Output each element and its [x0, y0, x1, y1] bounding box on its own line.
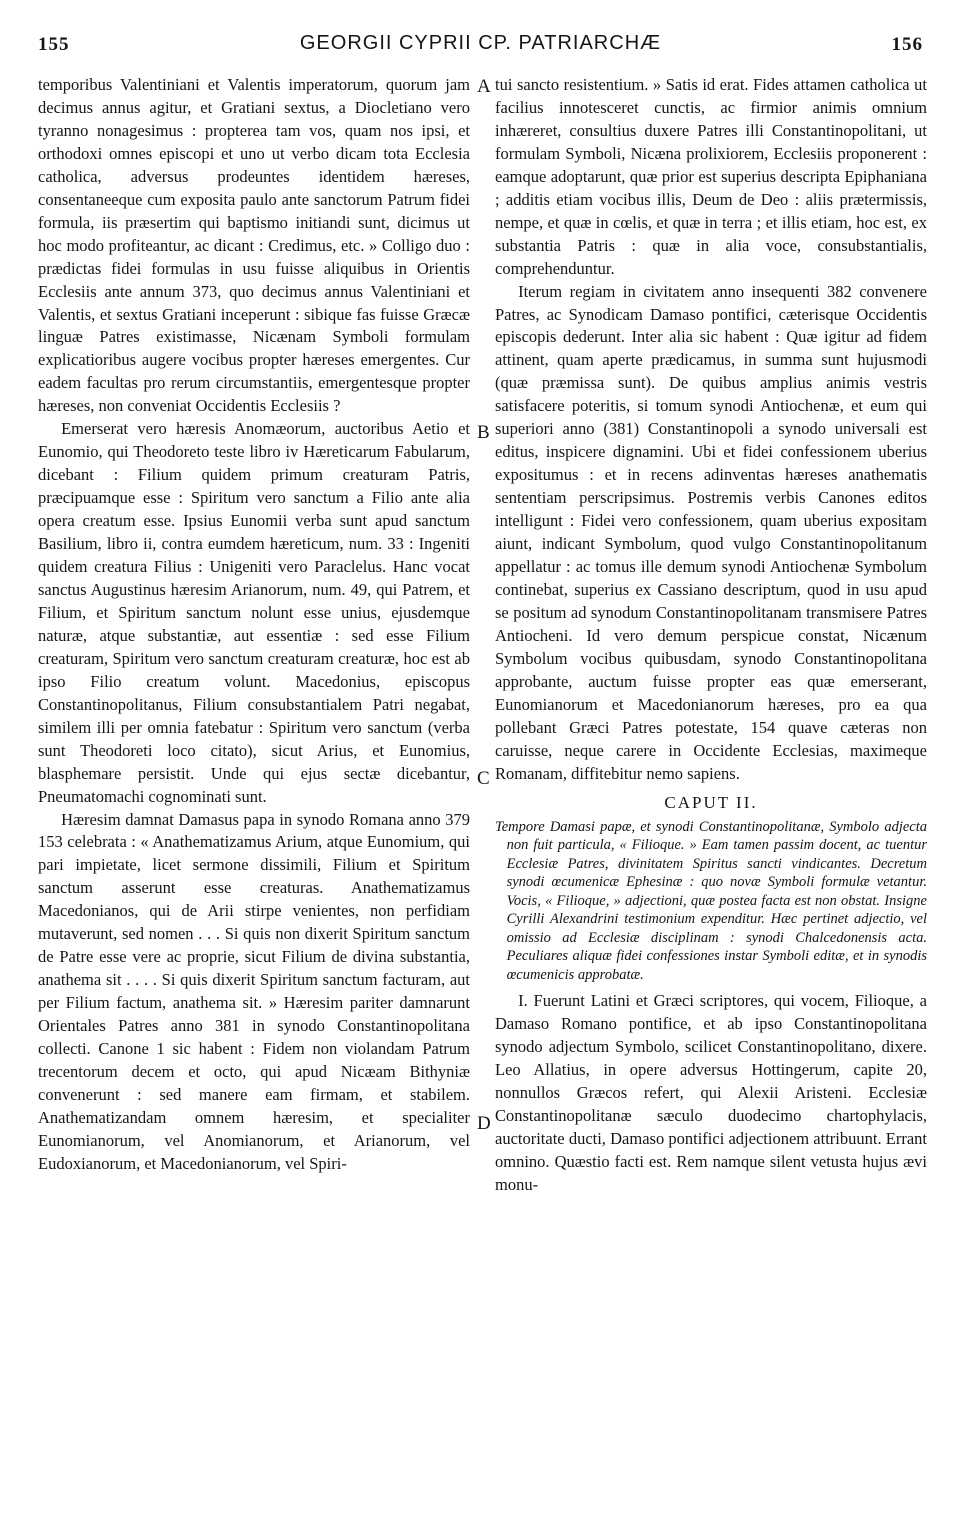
running-title: GEORGII CYPRII CP. PATRIARCHÆ — [299, 32, 662, 54]
right-paragraph-1: tui sancto resistentium. » Satis id erat. Fides attamen catholica ut facilius innotesceret cunctis, ac firmior animis omnium inhæreret, consultius duxere Patres illi Constantinopolitani, ut formulam Symboli, Nicæna prolixiorem, Ecclesiis proponerent : eamque adoptarunt, quæ prior est superius descripta Epiphaniana ; additis etiam vocibus illis, Deum de Deo : aliis prætermissis, nempe, et quæ in cœlis, et quæ in terra ; et illis etiam, hoc est, ex substantia Patris : quæ in alia voce, consubstantialis, comprehenduntur. — [495, 75, 927, 278]
left-column — [38, 74, 470, 1176]
chapter-summary — [495, 818, 927, 985]
right-column — [495, 74, 927, 1197]
page-number-left: 155 — [38, 34, 70, 55]
left-paragraph-3: Hæresim damnat Damasus papa in synodo Romana anno 379 153 celebrata : « Anathematizamus Arium, atque Eunomium, qui pari impietate, licet sermone dissimili, Filium et Spiritum sanctum asserunt esse creaturas. Anathematizamus Macedonianos, qui de Arii stirpe venientes, non perfidiam mutaverunt, sed nomen . . . Si quis non dixerit Spiritum sanctum de Patre esse vere ac proprie, sicut Filium de divina substantia, anathema sit . . . . Si quis dixerit Spiritum sanctum facturam, aut per Filium factum, anathema sit. » Hæresim pariter damnarunt Orientales Patres anno 381 in synodo Constantinopolitana collecti. Canone 1 sic habent : Fidem non violandam Patrum trecentorum decem et octo, qui apud Nicæam Bithyniæ convenerunt : sed manere eam firmam, et stabilem. Anathematizandam omnem hæresim, et specialiter Eunomianorum, vel Anomianorum, et Arianorum, vel Eudoxianorum, et Macedonianorum, vel Spiri- — [38, 809, 470, 1173]
page-number-right: 156 — [891, 34, 923, 55]
margin-marker-b: B — [477, 422, 490, 443]
right-paragraph-3: I. Fuerunt Latini et Græci scriptores, qui vocem, Filioque, a Damaso Romano pontifice, et ab ipso Constantinopolitana synodo adjectum Symbolo, scilicet Constantinopolitano, dixere. Leo Allatius, in opere adversus Hottingerum, capite 20, nonnullos Græcos refert, qui Alexii Aristeni. Ecclesiæ Constantinopolitanæ sæculo duodecimo chartophylacis, auctoritate ducti, Damaso pontifici adjectionem attribuunt. Errant omnino. Quæstio facti est. Rem namque silent vetusta hujus ævi monu- — [495, 991, 927, 1194]
left-paragraph-2: Emerserat vero hæresis Anomæorum, auctoribus Aetio et Eunomio, qui Theodoreto teste libro iv Hæreticarum Fabularum, dicebant : Filium quidem primum creaturam Patris, præcipuamque esse : Spiritum vero sanctum a Filio ante alia opera creatum esse. Ipsius Eunomii verba sunt apud sanctum Basilium, libro ii, contra eumdem hæreticum, num. 33 : Ingeniti quidem creatura Filius : Unigeniti vero Paraclelus. Hanc vocat sanctus Augustinus hæresim Arianorum, num. 49, qui Patrem, et Filium, et Spiritum sanctum nolunt esse unius, ejusdemque naturæ, atque substantiæ, aut essentiæ : sed esse Filium creaturam, Spiritum vero sanctum creaturam creaturæ, hoc est ab ipso Filio creatum volunt. Macedonius, episcopus Constantinopolitanus, Filium consubstantialem Patri negabat, similem illi per omnia fatebatur : Spiritum vero sanctum (verba sunt Theodoreti loco citato), sicut Arius, et Eunomius, blasphemare persistit. Unde qui ejus sectæ dicebantur, Pneumatomachi cognominati sunt. — [38, 419, 470, 806]
margin-marker-d: D — [477, 1113, 491, 1134]
right-paragraph-2: Iterum regiam in civitatem anno insequenti 382 convenere Patres, ac Synodicam Damaso pontifici, cæterisque Occidentis episcopis dederunt. Inter alia sic habent : Quæ igitur ad fidem attinent, quam aperte prædicamus, in summa sunt hujusmodi (quæ præmissa sunt). De quibus amplius animis vestris satisfacere poteritis, si tomum synodi Antiochenæ, et eum qui superiori anno (381) Constantinopoli a synodo universali est editus, inspicere dignamini. Ubi et fidei confessionem uberius expositumus : et in recens adinventas hæreses anathematis sententiam perscripsimus. Postremis verbis Canones editos intelligunt : Fidei vero confessionem, quam uberius expositam aiunt, indicant Symbolum, quod vulgo Constantinopolitanum appellatur : ac tomus ille demum synodi Antiochenæ Symbolum continebat, superius ex Cassiano descriptum, quod in usu apud se positum ad synodum Constantinopolitanam transmisere Patres Antiocheni. Id vero demum perspicue constat, Nicænum Symbolum vocibus quibusdam, synodo Constantinopolitana approbante, auctum fuisse propter eas quæ emerserant, Eunomianorum et Macedonianorum hæreses, pro ea qua pollebant Græci Patres potestate, 154 quave cæteras non caruisse, neque carere in Occidente Ecclesias, maximeque Romanam, diffitebitur nemo sapiens. — [495, 281, 927, 783]
chapter-heading: CAPUT II. — [664, 792, 758, 812]
margin-marker-c: C — [477, 768, 490, 789]
left-paragraph-1: temporibus Valentiniani et Valentis imperatorum, quorum jam decimus annus agitur, et Gratiani sextus, a Diocletiano vero tyranno nonagesimus : proptereа tam vos, quam nos ipsi, et orthodoxi omnes episcopi et uno ut verbo dicam tota Ecclesia catholica, adversus prodeuntes identidem hæreses, consentaneeque cum exposita paulo ante sanctorum Patrum fidei formula, iis præsertim qui baptismo initiandi sunt, dicimus ut hoc modo profiteantur, ac dicant : Credimus, etc. » Colligo duo : prædictas fidei formulas in usu fuisse aliquibus in Orientis Ecclesiis ante annum 373, quo decimus annus Valentiniani et Valentis, et sextus Gratiani inceperunt : sibique fas fuisse Græcæ linguæ Patres existimasse, Nicænam Symboli formulam explicatioribus augere vocibus propter hæreses emergentes. Cur eadem facultas pro rerum circumstantiis, emergentesque propter hæreses, non conveniat Occidentis Ecclesiis ? — [38, 75, 470, 416]
running-header — [38, 26, 923, 62]
margin-marker-a: A — [477, 76, 491, 97]
chapter-summary-text: Tempore Damasi papæ, et synodi Constantinopolitanæ, Symbolo adjecta non fuit particula, « Filioque. » Eam tamen passim docent, ac tuentur Ecclesiæ Patres, divinitatem Spiritus sancti vindicantes. Decretum synodi œcumenicæ Ephesinæ : quo novæ Symboli formulæ vetantur. Vocis, « Filioque, » adjectioni, quæ postea facta est non obstat. Insigne Cyrilli Alexandrini testimonium expenditur. Hæc pertinet adjectio, vel omissio ad Ecclesiæ disciplinam : synodi Chalcedonensis acta. Peculiares aliquæ fidei confessiones instar Symboli editæ, et in synodis œcumenicis approbatæ. — [495, 818, 927, 983]
